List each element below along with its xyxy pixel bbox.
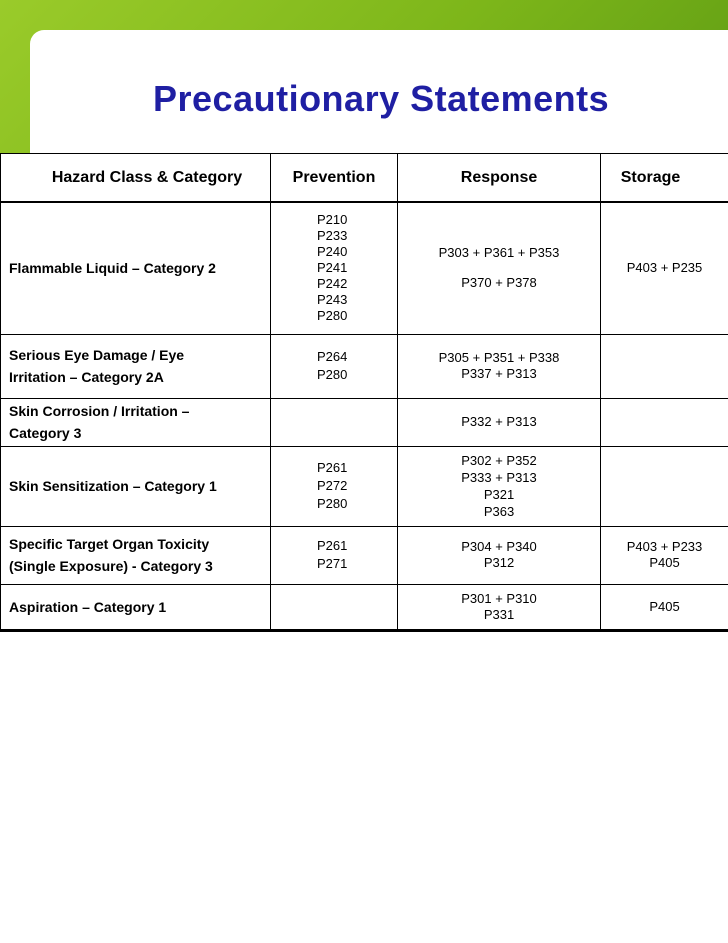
- response-code: P337 + P313: [461, 366, 537, 381]
- response-code: P331: [483, 606, 515, 622]
- prevention-code: P233: [317, 228, 348, 244]
- header-prevention: Prevention: [271, 154, 398, 203]
- hazard-cell: [1, 584, 271, 630]
- table-row: [1, 202, 728, 334]
- table-row: [1, 334, 728, 398]
- prevention-code: P280: [317, 496, 348, 511]
- prevention-code: P272: [317, 478, 348, 493]
- prevention-code: P242: [317, 276, 348, 292]
- response-code: P304 + P340: [461, 539, 537, 554]
- storage-code: P405: [649, 598, 680, 614]
- prevention-cell: [271, 398, 398, 446]
- prevention-cell: [271, 334, 398, 398]
- response-code: P333 + P313: [461, 470, 537, 485]
- storage-code: P405: [649, 555, 680, 570]
- prevention-cell: [271, 202, 398, 334]
- page-title: Precautionary Statements: [153, 78, 610, 119]
- hazard-cell: [1, 446, 271, 526]
- prevention-code: P243: [317, 292, 348, 308]
- response-code: P303 + P361 + P353: [438, 245, 560, 261]
- response-code: P370 + P378: [461, 275, 537, 291]
- header-hazard: Hazard Class & Category: [1, 154, 271, 203]
- prevention-code: P280: [317, 308, 348, 324]
- response-code: P305 + P351 + P338: [438, 350, 560, 365]
- storage-code: P403 + P235: [626, 260, 703, 276]
- hazard-text: (Single Exposure) - Category 3: [9, 558, 213, 574]
- hazard-text: Irritation – Category 2A: [9, 369, 164, 385]
- response-code: P332 + P313: [461, 414, 537, 429]
- hazard-cell: [1, 202, 271, 334]
- storage-cell: [601, 446, 728, 526]
- response-code: P301 + P310: [461, 590, 537, 606]
- storage-cell: [601, 584, 728, 630]
- response-code: P363: [483, 504, 515, 519]
- response-code: P302 + P352: [461, 453, 537, 468]
- hazard-text: Specific Target Organ Toxicity: [9, 536, 210, 552]
- storage-cell: [601, 526, 728, 584]
- table-row: [1, 584, 728, 630]
- table-row: [1, 446, 728, 526]
- response-cell: [398, 584, 601, 630]
- storage-cell: [601, 398, 728, 446]
- hazard-text: Category 3: [9, 425, 82, 441]
- hazard-text: Flammable Liquid – Category 2: [9, 260, 216, 277]
- spacer: [398, 261, 600, 275]
- response-cell: [398, 334, 601, 398]
- response-cell: [398, 526, 601, 584]
- prevention-code: P264: [317, 349, 348, 364]
- response-code: P312: [483, 555, 515, 570]
- table-row: [1, 526, 728, 584]
- prevention-cell: [271, 446, 398, 526]
- header-response: Response: [398, 154, 601, 203]
- hazard-text: Aspiration – Category 1: [9, 598, 167, 615]
- header-storage: Storage: [601, 154, 728, 203]
- response-code: P321: [483, 487, 515, 502]
- response-cell: [398, 446, 601, 526]
- prevention-code: P261: [317, 460, 348, 475]
- prevention-code: P261: [317, 538, 348, 553]
- prevention-code: P280: [317, 367, 348, 382]
- table-row: [1, 398, 728, 446]
- precautionary-table: [0, 153, 728, 632]
- hazard-text: Serious Eye Damage / Eye: [9, 347, 185, 363]
- prevention-cell: [271, 526, 398, 584]
- storage-code: P403 + P233: [626, 539, 703, 554]
- table-header-row: [1, 154, 728, 203]
- hazard-cell: [1, 526, 271, 584]
- hazard-cell: [1, 334, 271, 398]
- hazard-text: Skin Corrosion / Irritation –: [9, 403, 190, 419]
- prevention-code: P210: [317, 212, 348, 228]
- storage-cell: [601, 334, 728, 398]
- response-cell: [398, 398, 601, 446]
- storage-cell: [601, 202, 728, 334]
- hazard-cell: [1, 398, 271, 446]
- prevention-code: P240: [317, 244, 348, 260]
- prevention-code: P271: [317, 556, 348, 571]
- response-cell: [398, 202, 601, 334]
- prevention-cell: [271, 584, 398, 630]
- prevention-code: P241: [317, 260, 348, 276]
- hazard-text: Skin Sensitization – Category 1: [9, 478, 217, 494]
